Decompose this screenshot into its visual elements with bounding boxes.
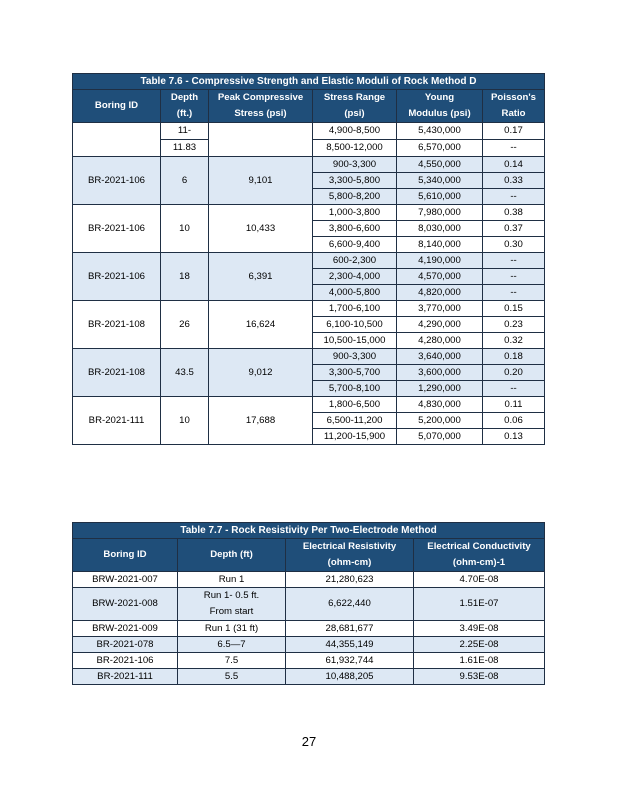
young-cell: 3,640,000: [397, 349, 483, 365]
header-boring-id: Boring ID: [73, 539, 178, 572]
table-row: [73, 572, 545, 588]
table-row: [73, 205, 545, 221]
resistivity-cell: 10,488,205: [286, 669, 414, 685]
young-cell: 5,340,000: [397, 173, 483, 189]
stress-cell: 6,600-9,400: [313, 237, 397, 253]
peak-cell: 17,688: [209, 397, 313, 445]
resistivity-cell: 44,355,149: [286, 637, 414, 653]
header-resistivity: Electrical Resistivity (ohm-cm): [286, 539, 414, 572]
stress-cell: 1,000-3,800: [313, 205, 397, 221]
young-cell: 8,030,000: [397, 221, 483, 237]
young-cell: 3,770,000: [397, 301, 483, 317]
table-row: [73, 301, 545, 317]
poisson-cell: 0.11: [483, 397, 545, 413]
depth-cell: 26: [161, 301, 209, 349]
poisson-cell: 0.33: [483, 173, 545, 189]
young-cell: 4,280,000: [397, 333, 483, 349]
young-cell: 4,820,000: [397, 285, 483, 301]
depth-cell: 7.5: [178, 653, 286, 669]
depth-cell: 5.5: [178, 669, 286, 685]
poisson-cell: 0.14: [483, 157, 545, 173]
poisson-cell: 0.23: [483, 317, 545, 333]
conductivity-cell: 1.51E-07: [414, 588, 545, 621]
poisson-cell: 0.32: [483, 333, 545, 349]
young-cell: 4,570,000: [397, 269, 483, 285]
poisson-cell: 0.15: [483, 301, 545, 317]
table-row: [73, 637, 545, 653]
depth-cell: 11.83: [161, 140, 209, 157]
boring-id-cell: BRW-2021-008: [73, 588, 178, 621]
depth-cell: 10: [161, 397, 209, 445]
poisson-cell: 0.38: [483, 205, 545, 221]
stress-cell: 10,500-15,000: [313, 333, 397, 349]
conductivity-cell: 2.25E-08: [414, 637, 545, 653]
boring-id-cell: BRW-2021-009: [73, 621, 178, 637]
young-cell: 5,430,000: [397, 123, 483, 140]
poisson-cell: 0.06: [483, 413, 545, 429]
resistivity-cell: 28,681,677: [286, 621, 414, 637]
header-peak-stress: Peak Compressive Stress (psi): [209, 90, 313, 123]
poisson-cell: 0.18: [483, 349, 545, 365]
conductivity-cell: 4.70E-08: [414, 572, 545, 588]
header-depth: Depth (ft.): [161, 90, 209, 123]
young-cell: 3,600,000: [397, 365, 483, 381]
young-cell: 4,190,000: [397, 253, 483, 269]
header-young-modulus: Young Modulus (psi): [397, 90, 483, 123]
conductivity-cell: 3.49E-08: [414, 621, 545, 637]
boring-id-cell: [73, 123, 161, 157]
table-7-6: [72, 73, 545, 445]
peak-cell: 16,624: [209, 301, 313, 349]
stress-cell: 6,100-10,500: [313, 317, 397, 333]
stress-cell: 3,300-5,800: [313, 173, 397, 189]
poisson-cell: --: [483, 189, 545, 205]
boring-id-cell: BR-2021-108: [73, 301, 161, 349]
poisson-cell: 0.17: [483, 123, 545, 140]
stress-cell: 1,700-6,100: [313, 301, 397, 317]
header-depth: Depth (ft): [178, 539, 286, 572]
depth-cell: Run 1- 0.5 ft. From start: [178, 588, 286, 621]
young-cell: 5,070,000: [397, 429, 483, 445]
stress-cell: 600-2,300: [313, 253, 397, 269]
young-cell: 6,570,000: [397, 140, 483, 157]
stress-cell: 11,200-15,900: [313, 429, 397, 445]
conductivity-cell: 9.53E-08: [414, 669, 545, 685]
boring-id-cell: BR-2021-106: [73, 653, 178, 669]
stress-cell: 3,800-6,600: [313, 221, 397, 237]
stress-cell: 3,300-5,700: [313, 365, 397, 381]
table-row: [73, 669, 545, 685]
stress-cell: 900-3,300: [313, 157, 397, 173]
table-title: Table 7.7 - Rock Resistivity Per Two-Electrode Method: [73, 523, 545, 539]
depth-cell: 6: [161, 157, 209, 205]
poisson-cell: --: [483, 285, 545, 301]
depth-cell: 6.5—7: [178, 637, 286, 653]
table-row: [73, 253, 545, 269]
young-cell: 4,550,000: [397, 157, 483, 173]
boring-id-cell: BR-2021-078: [73, 637, 178, 653]
young-cell: 4,290,000: [397, 317, 483, 333]
table-row: [73, 588, 545, 621]
stress-cell: 4,000-5,800: [313, 285, 397, 301]
table-row: [73, 123, 545, 140]
poisson-cell: --: [483, 140, 545, 157]
boring-id-cell: BR-2021-106: [73, 253, 161, 301]
stress-cell: 8,500-12,000: [313, 140, 397, 157]
page-number: 27: [301, 734, 317, 749]
boring-id-cell: BRW-2021-007: [73, 572, 178, 588]
depth-cell: 43.5: [161, 349, 209, 397]
stress-cell: 1,800-6,500: [313, 397, 397, 413]
poisson-cell: 0.20: [483, 365, 545, 381]
table-row: [73, 397, 545, 413]
stress-cell: 6,500-11,200: [313, 413, 397, 429]
peak-cell: 9,101: [209, 157, 313, 205]
table-title: Table 7.6 - Compressive Strength and Elastic Moduli of Rock Method D: [73, 74, 545, 90]
stress-cell: 2,300-4,000: [313, 269, 397, 285]
boring-id-cell: BR-2021-106: [73, 157, 161, 205]
stress-cell: 4,900-8,500: [313, 123, 397, 140]
header-poisson-ratio: Poisson's Ratio: [483, 90, 545, 123]
resistivity-cell: 61,932,744: [286, 653, 414, 669]
young-cell: 5,200,000: [397, 413, 483, 429]
depth-cell: 11-: [161, 123, 209, 140]
poisson-cell: --: [483, 381, 545, 397]
conductivity-cell: 1.61E-08: [414, 653, 545, 669]
header-boring-id: Boring ID: [73, 90, 161, 123]
young-cell: 8,140,000: [397, 237, 483, 253]
poisson-cell: 0.37: [483, 221, 545, 237]
table-row: [73, 621, 545, 637]
boring-id-cell: BR-2021-106: [73, 205, 161, 253]
table-7-7: [72, 522, 545, 685]
table-row: [73, 157, 545, 173]
young-cell: 4,830,000: [397, 397, 483, 413]
boring-id-cell: BR-2021-108: [73, 349, 161, 397]
peak-cell: 9,012: [209, 349, 313, 397]
boring-id-cell: BR-2021-111: [73, 397, 161, 445]
peak-cell: 6,391: [209, 253, 313, 301]
poisson-cell: --: [483, 253, 545, 269]
header-stress-range: Stress Range (psi): [313, 90, 397, 123]
peak-cell: 10,433: [209, 205, 313, 253]
young-cell: 1,290,000: [397, 381, 483, 397]
young-cell: 7,980,000: [397, 205, 483, 221]
resistivity-cell: 6,622,440: [286, 588, 414, 621]
stress-cell: 5,700-8,100: [313, 381, 397, 397]
stress-cell: 900-3,300: [313, 349, 397, 365]
depth-cell: 10: [161, 205, 209, 253]
poisson-cell: 0.30: [483, 237, 545, 253]
depth-cell: Run 1: [178, 572, 286, 588]
poisson-cell: --: [483, 269, 545, 285]
peak-cell: [209, 123, 313, 157]
stress-cell: 5,800-8,200: [313, 189, 397, 205]
resistivity-cell: 21,280,623: [286, 572, 414, 588]
boring-id-cell: BR-2021-111: [73, 669, 178, 685]
header-conductivity: Electrical Conductivity (ohm-cm)-1: [414, 539, 545, 572]
young-cell: 5,610,000: [397, 189, 483, 205]
table-row: [73, 349, 545, 365]
poisson-cell: 0.13: [483, 429, 545, 445]
depth-cell: 18: [161, 253, 209, 301]
table-row: [73, 653, 545, 669]
depth-cell: Run 1 (31 ft): [178, 621, 286, 637]
